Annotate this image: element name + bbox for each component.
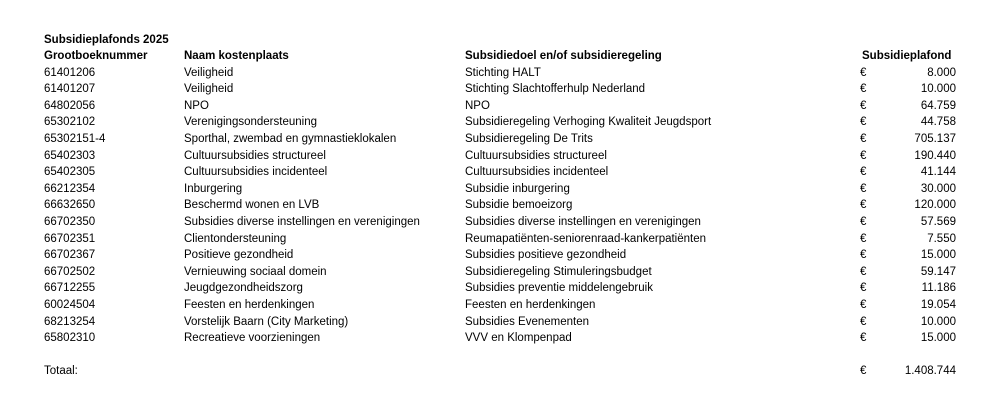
cell-code: 66702351 <box>44 232 96 245</box>
table-row <box>0 264 994 281</box>
euro-sign: € <box>860 282 867 295</box>
cell-name: Vernieuwing sociaal domein <box>184 265 327 278</box>
cell-amount: 10.000 <box>920 315 956 328</box>
euro-sign: € <box>860 66 867 79</box>
cell-amount: 59.147 <box>920 265 956 278</box>
cell-purpose: Subsidie inburgering <box>465 182 570 195</box>
cell-purpose: Reumapatiënten-seniorenraad-kankerpatiënten <box>465 232 707 245</box>
table-row <box>0 197 994 214</box>
cell-purpose: Subsidies positieve gezondheid <box>465 249 627 262</box>
cell-amount: 19.054 <box>920 298 956 311</box>
cell-purpose: Subsidies Evenementen <box>465 315 590 328</box>
table-row <box>0 114 994 131</box>
table-row <box>0 81 994 98</box>
cell-purpose: Stichting HALT <box>465 66 541 79</box>
cell-name: Sporthal, zwembad en gymnastieklokalen <box>184 132 397 145</box>
cell-code: 65802310 <box>44 332 96 345</box>
euro-sign: € <box>860 83 867 96</box>
cell-purpose: Subsidieregeling Stimuleringsbudget <box>465 265 652 278</box>
header-name: Naam kostenplaats <box>184 50 289 62</box>
cell-code: 65302102 <box>44 116 96 129</box>
cell-purpose: Subsidies diverse instellingen en verenigingen <box>465 215 701 228</box>
cell-code: 65402303 <box>44 149 96 162</box>
cell-purpose: Subsidie bemoeizorg <box>465 199 573 212</box>
cell-amount: 11.186 <box>921 282 956 295</box>
cell-amount: 30.000 <box>920 182 956 195</box>
cell-name: Subsidies diverse instellingen en verenigingen <box>184 215 420 228</box>
cell-amount: 57.569 <box>920 215 956 228</box>
cell-purpose: Subsidies preventie middelengebruik <box>465 282 653 295</box>
table-row <box>0 297 994 314</box>
cell-amount: 10.000 <box>920 83 956 96</box>
cell-amount: 190.440 <box>914 149 956 162</box>
table-row <box>0 98 994 115</box>
table-row <box>0 148 994 165</box>
cell-purpose: Stichting Slachtofferhulp Nederland <box>465 83 646 96</box>
euro-sign: € <box>860 298 867 311</box>
cell-amount: 705.137 <box>914 132 956 145</box>
table-row <box>0 314 994 331</box>
cell-name: Clientondersteuning <box>184 232 287 245</box>
cell-amount: 15.000 <box>920 332 956 345</box>
euro-sign: € <box>860 249 867 262</box>
cell-name: Recreatieve voorzieningen <box>184 332 321 345</box>
cell-code: 68213254 <box>44 315 96 328</box>
cell-name: Cultuursubsidies structureel <box>184 149 326 162</box>
euro-sign: € <box>860 166 867 179</box>
cell-amount: 7.550 <box>927 232 956 245</box>
cell-code: 66632650 <box>44 199 96 212</box>
cell-purpose: Subsidieregeling De Trits <box>465 132 593 145</box>
cell-code: 65402305 <box>44 166 96 179</box>
cell-purpose: Feesten en herdenkingen <box>465 298 596 311</box>
table-row <box>0 164 994 181</box>
header-ceiling: Subsidieplafond <box>862 50 952 62</box>
cell-name: Veiligheid <box>184 66 234 79</box>
cell-amount: 64.759 <box>920 99 956 112</box>
euro-sign: € <box>860 215 867 228</box>
cell-code: 64802056 <box>44 99 96 112</box>
cell-name: Veiligheid <box>184 83 234 96</box>
euro-sign: € <box>860 99 867 112</box>
euro-sign: € <box>860 232 867 245</box>
total-amount: 1.408.744 <box>904 365 956 377</box>
table-header <box>0 48 994 65</box>
euro-sign: € <box>860 199 867 212</box>
cell-amount: 120.000 <box>914 199 956 212</box>
cell-name: Positieve gezondheid <box>184 249 294 262</box>
cell-amount: 8.000 <box>927 66 956 79</box>
table-row <box>0 280 994 297</box>
cell-code: 60024504 <box>44 298 96 311</box>
total-row <box>0 363 994 380</box>
euro-sign: € <box>860 149 867 162</box>
cell-purpose: Cultuursubsidies incidenteel <box>465 166 609 179</box>
cell-code: 66712255 <box>44 282 96 295</box>
euro-sign: € <box>860 132 867 145</box>
cell-code: 66702350 <box>44 215 96 228</box>
header-code: Grootboeknummer <box>44 50 148 62</box>
cell-amount: 44.758 <box>920 116 956 129</box>
cell-purpose: VVV en Klompenpad <box>465 332 572 345</box>
cell-code: 65302151-4 <box>44 132 106 145</box>
euro-sign: € <box>860 332 867 345</box>
cell-amount: 15.000 <box>920 249 956 262</box>
cell-code: 66702502 <box>44 265 96 278</box>
euro-sign: € <box>860 365 867 377</box>
cell-code: 66212354 <box>44 182 96 195</box>
table-row <box>0 181 994 198</box>
cell-name: NPO <box>184 99 209 112</box>
cell-amount: 41.144 <box>920 166 956 179</box>
cell-purpose: NPO <box>465 99 490 112</box>
cell-code: 61401207 <box>44 83 96 96</box>
euro-sign: € <box>860 315 867 328</box>
total-label: Totaal: <box>44 365 78 377</box>
cell-purpose: Subsidieregeling Verhoging Kwaliteit Jeugdsport <box>465 116 712 129</box>
euro-sign: € <box>860 182 867 195</box>
cell-name: Verenigingsondersteuning <box>184 116 317 129</box>
cell-name: Feesten en herdenkingen <box>184 298 315 311</box>
table-row <box>0 65 994 82</box>
cell-name: Inburgering <box>184 182 243 195</box>
sheet-title: Subsidieplafonds 2025 <box>44 34 169 46</box>
cell-code: 61401206 <box>44 66 96 79</box>
euro-sign: € <box>860 116 867 129</box>
table-row <box>0 330 994 347</box>
cell-name: Jeugdgezondheidszorg <box>184 282 303 295</box>
table-row <box>0 131 994 148</box>
cell-name: Beschermd wonen en LVB <box>184 199 320 212</box>
cell-code: 66702367 <box>44 249 96 262</box>
header-purpose: Subsidiedoel en/of subsidieregeling <box>465 50 662 62</box>
cell-purpose: Cultuursubsidies structureel <box>465 149 607 162</box>
cell-name: Cultuursubsidies incidenteel <box>184 166 328 179</box>
table-row <box>0 247 994 264</box>
table-row <box>0 231 994 248</box>
euro-sign: € <box>860 265 867 278</box>
table-row <box>0 214 994 231</box>
cell-name: Vorstelijk Baarn (City Marketing) <box>184 315 349 328</box>
